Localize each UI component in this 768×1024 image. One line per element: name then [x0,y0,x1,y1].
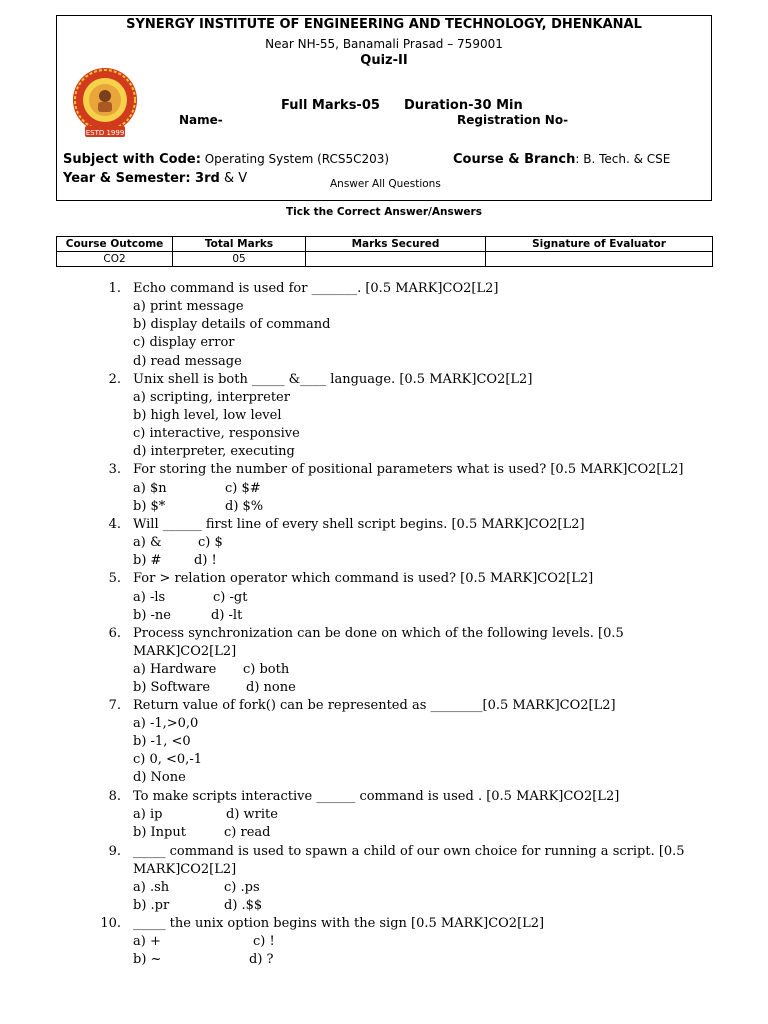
marks-table-header [57,237,713,252]
option: b) ~ [133,952,162,967]
question-text: Process synchronization can be done on which of the following levels. [0.5 [133,626,624,641]
course-label: Course & Branch [453,152,576,167]
option: a) ip [133,807,163,822]
option: d) ! [194,553,217,568]
instruction: Tick the Correct Answer/Answers [286,206,482,218]
option: c) read [224,825,271,840]
option: c) interactive, responsive [133,426,300,441]
header-box [56,15,712,201]
course-value: : B. Tech. & CSE [575,152,671,166]
option: d) None [133,770,186,785]
marks-table-row [57,252,713,267]
logo-text: ESTD 1999 [85,129,125,137]
option: d) ? [249,952,274,967]
option: b) -ne [133,608,171,623]
marks-table [56,236,713,267]
option: c) 0, <0,-1 [133,752,202,767]
institute-name: SYNERGY INSTITUTE OF ENGINEERING AND TECHNOLOGY, DHENKANAL [126,17,642,32]
question-number: 6. [108,626,121,641]
question-number: 3. [108,462,121,477]
subject-line [63,152,389,167]
question-number: 7. [108,698,121,713]
cell-course-outcome: CO2 [57,252,173,267]
option: a) .sh [133,880,170,895]
question-text: Echo command is used for _______. [0.5 MARK]CO2[L2] [133,281,499,296]
option: a) Hardware [133,662,217,677]
header-course-outcome: Course Outcome [57,237,173,252]
option: b) high level, low level [133,408,282,423]
option: c) both [243,662,290,677]
option: c) .ps [224,880,260,895]
header-signature: Signature of Evaluator [486,237,713,252]
year-label: Year & Semester: 3rd [63,171,220,186]
option: c) display error [133,335,235,350]
question-text: Will ______ first line of every shell script begins. [0.5 MARK]CO2[L2] [133,517,585,532]
header-total-marks: Total Marks [173,237,306,252]
option: a) $n [133,481,167,496]
question-text-continued: MARK]CO2[L2] [133,644,237,659]
option: c) ! [253,934,275,949]
header-marks-secured: Marks Secured [306,237,486,252]
question-text: For > relation operator which command is used? [0.5 MARK]CO2[L2] [133,571,594,586]
question-text: _____ command is used to spawn a child of our own choice for running a script. [0.5 [133,844,685,859]
option: d) -lt [211,608,243,623]
option: b) Input [133,825,186,840]
question-text: To make scripts interactive ______ command is used . [0.5 MARK]CO2[L2] [133,789,620,804]
institute-logo [71,66,139,140]
question-text: Return value of fork() can be represented as ________[0.5 MARK]CO2[L2] [133,698,616,713]
option: b) $* [133,499,166,514]
subject-value: Operating System (RCS5C203) [200,152,390,166]
question-number: 9. [108,844,121,859]
cell-marks-secured [306,252,486,267]
registration-label: Registration No- [457,113,569,127]
option: b) # [133,553,162,568]
name-label: Name- [179,113,223,127]
duration: Duration-30 Min [404,98,523,113]
quiz-title: Quiz-II [360,53,408,68]
option: a) print message [133,299,244,314]
institute-address: Near NH-55, Banamali Prasad – 759001 [265,37,503,51]
option: d) write [226,807,278,822]
option: a) + [133,934,161,949]
option: b) -1, <0 [133,734,191,749]
question-number: 5. [108,571,121,586]
option: a) -1,>0,0 [133,716,199,731]
question-text: For storing the number of positional parameters what is used? [0.5 MARK]CO2[L2] [133,462,684,477]
option: c) $# [225,481,261,496]
option: d) interpreter, executing [133,444,295,459]
option: d) none [246,680,296,695]
option: a) & [133,535,162,550]
year-line [63,171,247,186]
question-number: 1. [108,281,121,296]
question-text-continued: MARK]CO2[L2] [133,862,237,877]
option: a) -ls [133,590,166,605]
option: a) scripting, interpreter [133,390,290,405]
option: b) Software [133,680,211,695]
question-number: 10. [100,916,121,931]
cell-total-marks: 05 [173,252,306,267]
full-marks: Full Marks-05 [281,98,380,113]
option: d) $% [225,499,264,514]
option: b) .pr [133,898,170,913]
option: d) read message [133,354,242,369]
question-number: 4. [108,517,121,532]
answer-all-note: Answer All Questions [330,178,441,190]
subject-label: Subject with Code: [63,152,201,167]
cell-signature [486,252,713,267]
question-number: 2. [108,372,121,387]
option: c) -gt [213,590,248,605]
course-line [453,152,670,167]
question-text: _____ the unix option begins with the sign [0.5 MARK]CO2[L2] [133,916,545,931]
option: b) display details of command [133,317,331,332]
year-value: & V [219,171,248,186]
option: d) .$$ [224,898,263,913]
option: c) $ [198,535,223,550]
question-number: 8. [108,789,121,804]
question-text: Unix shell is both _____ &____ language. [0.5 MARK]CO2[L2] [133,372,533,387]
